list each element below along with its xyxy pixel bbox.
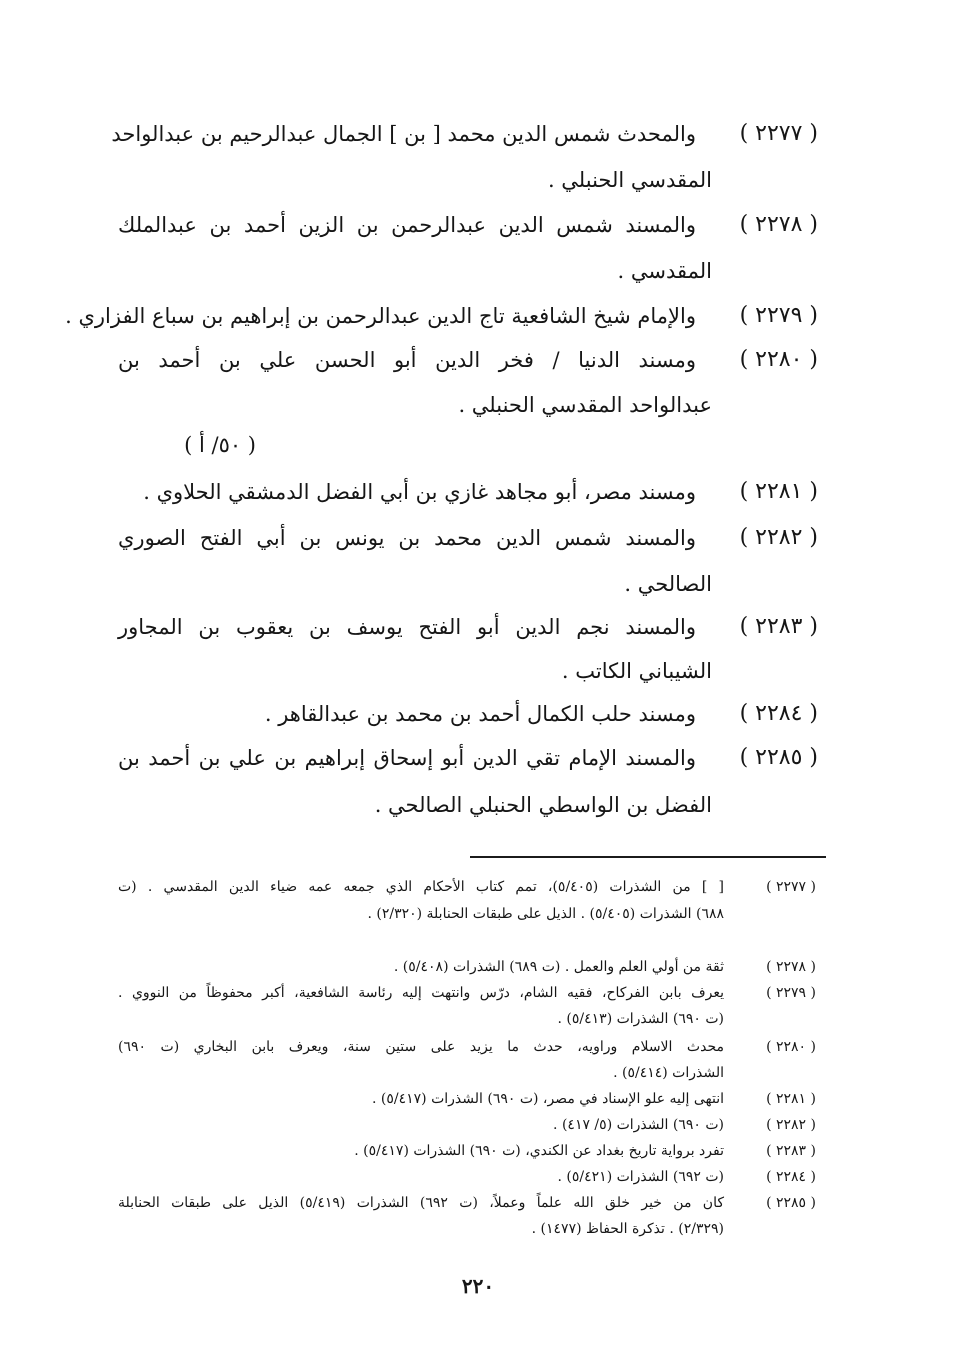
entry-text: ومسند مصر، أبو مجاهد غازي بن أبي الفضل الدمشقي الحلاوي . [143,480,696,504]
footnote-text: ثقة من أولي العلم والعمل . (ت ٦٨٩) الشذرات (٥/٤٠٨) . [393,959,724,975]
entry-number: ( ٢٢٨٤ ) [739,701,818,726]
entry-2284 [118,692,818,736]
entry-number: ( ٢٢٧٨ ) [739,212,818,237]
entry-2282 [118,516,818,560]
entry-number: ( ٢٢٨٢ ) [739,525,818,550]
entry-text: والمسند شمس الدين عبدالرحمن بن الزين أحمد بن عبدالملك [118,213,696,237]
entry-2283 [118,605,818,649]
entry-2277 [111,112,818,156]
entry-text: والمسند شمس الدين محمد بن يونس بن أبي الفتح الصوري [118,526,696,550]
footnote-number: ( ٢٢٨٤ ) [766,1169,816,1185]
footnote-2277-continuation: ٦٨٨) الشذرات (٥/٤٠٥) . الذيل على طبقات الحنابلة (٢/٣٢٠) . [367,906,724,922]
entry-number: ( ٢٢٧٩ ) [739,303,818,328]
footnote-number: ( ٢٢٨٠ ) [766,1039,816,1055]
entry-text: ومسند حلب الكمال أحمد بن محمد بن عبدالقاهر . [264,702,696,726]
footnote-2281 [118,1087,816,1111]
footnote-2280 [118,1035,816,1059]
entry-2277-continuation: المقدسي الحنبلي . [547,168,712,192]
entry-2279 [65,294,818,338]
entry-2282-continuation: الصالحي . [624,572,712,596]
entry-2285-continuation: الفضل بن الواسطي الحنبلي الصالحي . [374,793,712,817]
footnote-text: محدث الاسلام وراويه، حدث ما يزيد على ستين سنة، ويعرف بابن البخاري (ت ٦٩٠) [118,1039,724,1055]
footnote-number: ( ٢٢٨٥ ) [766,1195,816,1211]
footnote-number: ( ٢٢٧٧ ) [766,879,816,895]
entry-2278-continuation: المقدسي . [617,259,712,283]
footnote-2285-continuation: (٢/٣٢٩) . تذكرة الحفاظ (١٤٧٧) . [531,1221,724,1237]
footnote-number: ( ٢٢٨٢ ) [766,1117,816,1133]
entry-number: ( ٢٢٧٧ ) [739,121,818,146]
entry-number: ( ٢٢٨٠ ) [739,347,818,372]
footnote-number: ( ٢٢٨١ ) [766,1091,816,1107]
footnote-number: ( ٢٢٨٣ ) [766,1143,816,1159]
footnote-text: (ت ٦٩٠) الشذرات (٥/ ٤١٧) . [553,1117,724,1133]
footnote-2284 [118,1165,816,1189]
entry-number: ( ٢٢٨١ ) [739,479,818,504]
footnote-2279 [118,981,816,1005]
footnote-text: كان من خير خلق الله علماً وعملاً، (ت ٦٩٢) الشذرات (٥/٤١٩) الذيل على طبقات الحنابلة [118,1195,725,1211]
entry-text: والمسند الإمام تقي الدين أبو إسحاق إبراهيم بن علي بن أحمد بن [118,746,696,770]
entry-text: والمسند نجم الدين أبو الفتح يوسف بن يعقوب بن المجاور [118,615,696,639]
footnote-text: انتهى إليه علو الإسناد في مصر، (ت ٦٩٠) الشذرات (٥/٤١٧) . [372,1091,724,1107]
footnote-text: [ ] من الشذرات (٥/٤٠٥)، تمم كتاب الأحكام الذي جمعه عمه ضياء الدين المقدسي . (ت [118,879,724,895]
footnote-2277 [118,875,816,899]
entry-number: ( ٢٢٨٣ ) [739,614,818,639]
footnote-2278 [118,955,816,979]
page-number: ٢٢٠ [461,1274,495,1298]
footnote-text: يعرف بابن الفركاح، فقيه الشام، درّس وانتهت إليه رئاسة الشافعية، أكبر محفوظاً من النووي . [118,985,724,1001]
entry-text: ومسند الدنيا / فخر الدين أبو الحسن علي بن أحمد بن [118,348,696,372]
entry-text: والإمام شيخ الشافعية تاج الدين عبدالرحمن بن إبراهيم بن سباع الفزاري . [65,304,696,328]
footnote-2285 [118,1191,816,1215]
footnote-2282 [118,1113,816,1137]
entry-2285 [118,736,818,780]
entry-2283-continuation: الشيباني الكاتب . [561,659,712,683]
footnote-text: (ت ٦٩٢) الشذرات (٥/٤٢١) . [557,1169,724,1185]
entry-2278 [118,203,818,247]
entry-2280 [118,338,818,382]
footnote-number: ( ٢٢٧٩ ) [766,985,816,1001]
footnote-number: ( ٢٢٧٨ ) [766,959,816,975]
folio-marker: ( ٥٠/ أ ) [184,433,256,457]
footnote-2279-continuation: (ت ٦٩٠) الشذرات (٥/٤١٣) . [557,1011,724,1027]
footnote-2280-continuation: الشذرات (٥/٤١٤) . [613,1065,724,1081]
footnote-2283 [118,1139,816,1163]
entry-2280-continuation: عبدالواحد المقدسي الحنبلي . [458,393,712,417]
entry-2281 [118,470,818,514]
entry-number: ( ٢٢٨٥ ) [739,745,818,770]
footnote-text: تفرد برواية تاريخ بغداد عن الكندي، (ت ٦٩٠) الشذرات (٥/٤١٧) . [354,1143,724,1159]
entry-text: والمحدث شمس الدين محمد [ بن ] الجمال عبدالرحيم بن عبدالواحد [111,122,696,146]
footnote-divider [470,856,826,858]
